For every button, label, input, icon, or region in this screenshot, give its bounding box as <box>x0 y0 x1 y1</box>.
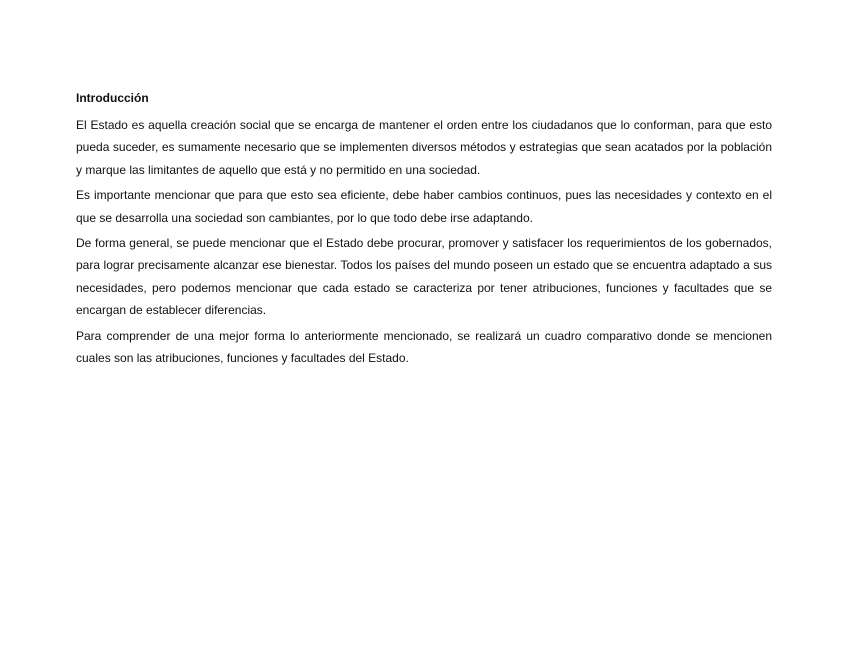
paragraph-1: El Estado es aquella creación social que se encarga de mantener el orden entre los ciudadanos que lo conforman, para que esto pueda suceder, es sumamente necesario que se implementen diversos métodos y estrategias que sean acatados por la población y marque las limitantes de aquello que está y no permitido en una sociedad. <box>76 118 772 177</box>
paragraph-2: Es importante mencionar que para que esto sea eficiente, debe haber cambios continuos, pues las necesidades y contexto en el que se desarrolla una sociedad son cambiantes, por lo que todo debe irse adaptando. <box>76 188 772 225</box>
paragraph-4: Para comprender de una mejor forma lo anteriormente mencionado, se realizará un cuadro comparativo donde se mencionen cuales son las atribuciones, funciones y facultades del Estado. <box>76 328 772 366</box>
section-heading: Introducción <box>76 91 149 105</box>
document-page <box>76 88 772 372</box>
paragraph-3: De forma general, se puede mencionar que el Estado debe procurar, promover y satisfacer los requerimientos de los gobernados, para lograr precisamente alcanzar ese bienestar. Todos los países del mundo poseen un estado que se encuentra adaptado a sus necesidades, pero podemos mencionar que cada estado se caracteriza por tener atribuciones, funciones y facultades que se encargan de establecer diferencias. <box>76 236 772 318</box>
